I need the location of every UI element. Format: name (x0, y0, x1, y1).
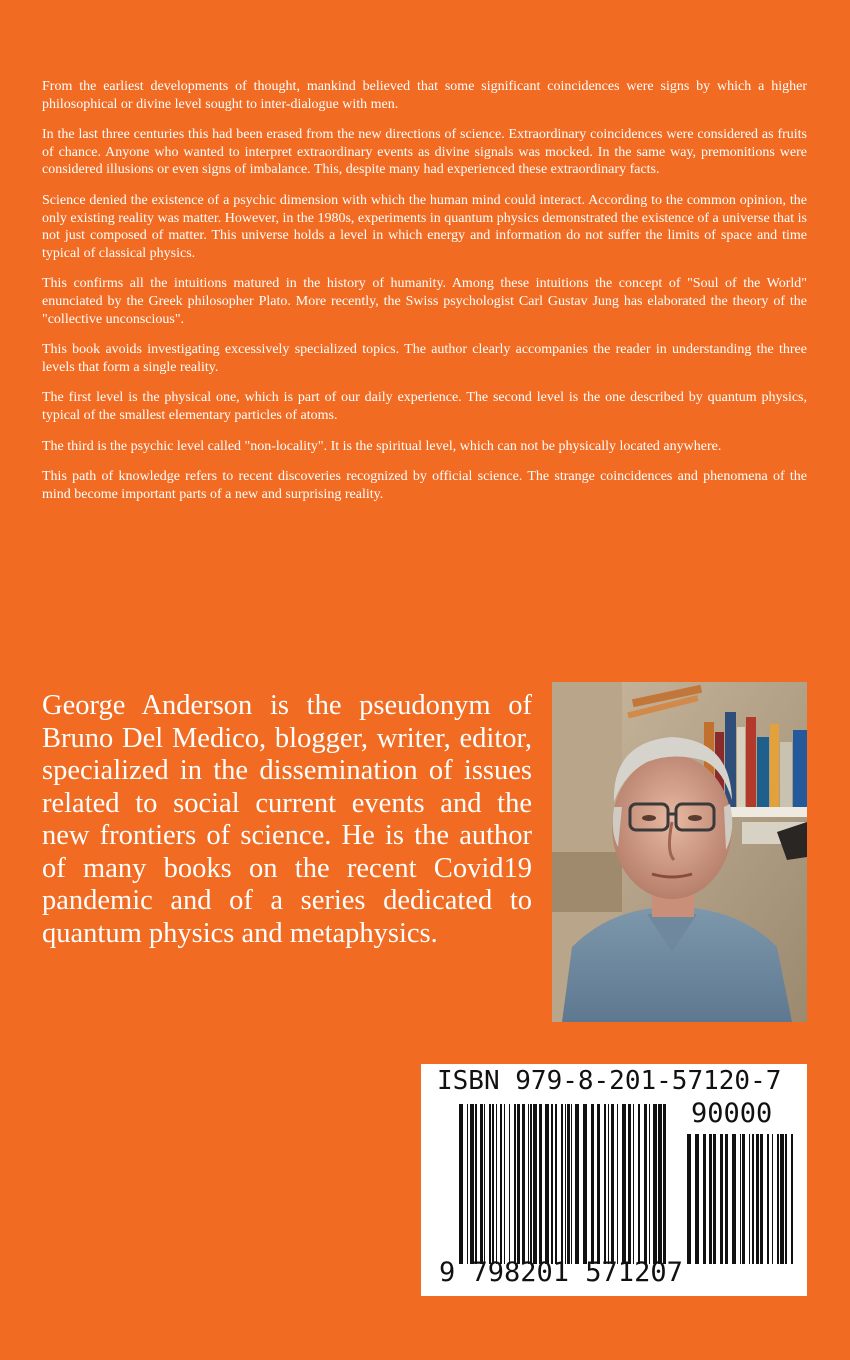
barcode-bar (517, 1104, 520, 1264)
barcode-bar (713, 1134, 716, 1264)
barcode-bar (703, 1134, 706, 1264)
author-portrait-image (552, 682, 807, 1022)
blurb-paragraph: This confirms all the intuitions matured in the history of humanity. Among these intuitions the concept of "Soul of the World" enunciated by the Greek philosopher Plato. More recently, the Swiss psychologist Carl Gustav Jung has elaborated the theory of the "collective unconscious". (42, 276, 807, 327)
barcode-addon-number: 90000 (691, 1098, 773, 1129)
blurb-paragraph: This path of knowledge refers to recent discoveries recognized by official science. The strange coincidences and phenomena of the mind become important parts of a new and surprising reality. (42, 469, 807, 502)
barcode-bar (653, 1104, 657, 1264)
barcode-bar (597, 1104, 600, 1264)
barcode-bar (649, 1104, 650, 1264)
barcode-bar (772, 1134, 773, 1264)
blurb-paragraph: Science denied the existence of a psychic dimension with which the human mind could interact. According to the common opinion, the only existing reality was matter. However, in the 1980s, experiments in quantum physics demonstrated the existence of a universe that is not just composed of matter. This universe holds a level in which energy and information do not suffer the limits of space and time typical of classical physics. (42, 192, 807, 261)
blurb-paragraph: In the last three centuries this had been erased from the new directions of science. Extraordinary coincidences were considered as fruits of chance. Anyone who wanted to interpret extraordinary events as divine signals was mocked. In the same way, premonitions were considered illusions or even signs of imbalance. This, despite many had experienced these extraordinary facts. (42, 127, 807, 178)
barcode-bar (658, 1104, 662, 1264)
barcode-bar (475, 1104, 477, 1264)
blurb-paragraph: The third is the psychic level called "non-locality". It is the spiritual level, which can not be physically located anywhere. (42, 438, 722, 454)
barcode-bar (767, 1134, 769, 1264)
barcode-bar (709, 1134, 712, 1264)
barcode-bar (611, 1104, 614, 1264)
barcode-bar (604, 1104, 606, 1264)
barcode-bar (622, 1104, 626, 1264)
barcode-bar (561, 1104, 563, 1264)
barcode-bar (742, 1134, 745, 1264)
barcode-bar (617, 1104, 618, 1264)
barcode-bar (575, 1104, 579, 1264)
barcode-bar (638, 1104, 640, 1264)
barcode-bar (467, 1104, 468, 1264)
barcode-bar (725, 1134, 728, 1264)
barcode-bar (760, 1134, 763, 1264)
barcode-bar (470, 1104, 474, 1264)
barcode-bar (480, 1104, 483, 1264)
barcode-bar (539, 1104, 542, 1264)
barcode-bar (749, 1134, 750, 1264)
barcode-bar (459, 1104, 463, 1264)
barcode-bar (663, 1104, 666, 1264)
barcode-bar (567, 1104, 570, 1264)
barcode-digits: 9 798201 571207 (439, 1257, 683, 1288)
barcode-bar (500, 1104, 502, 1264)
barcode-bar (720, 1134, 723, 1264)
barcode-bar (591, 1104, 594, 1264)
blurb-paragraph: The first level is the physical one, which is part of our daily experience. The second level is the one described by quantum physics, typical of the smallest elementary particles of atoms. (42, 390, 807, 423)
barcode-bar (545, 1104, 549, 1264)
author-photo (552, 682, 807, 1022)
barcode-bar (492, 1104, 494, 1264)
barcode-bar (514, 1104, 516, 1264)
barcode-bar (644, 1104, 647, 1264)
barcode-bar (489, 1104, 491, 1264)
barcode-bar (533, 1104, 537, 1264)
barcode-bar (496, 1104, 497, 1264)
barcode-bar (628, 1104, 631, 1264)
barcode-bar (695, 1134, 699, 1264)
blurb-paragraph: This book avoids investigating excessively specialized topics. The author clearly accompanies the reader in understanding the three levels that form a single reality. (42, 342, 807, 375)
author-bio: George Anderson is the pseudonym of Bruno Del Medico, blogger, writer, editor, specialized in the dissemination of issues related to social current events and the new frontiers of science. He is the author of many books on the recent Covid19 pandemic and of a series dedicated to quantum physics and metaphysics. (42, 690, 532, 949)
barcode-bar (608, 1104, 609, 1264)
barcode-bar (791, 1134, 793, 1264)
barcode-bar (780, 1134, 784, 1264)
isbn-label: ISBN 979-8-201-57120-7 (437, 1066, 782, 1096)
barcode-bar (571, 1104, 572, 1264)
blurb-paragraph: From the earliest developments of thought, mankind believed that some significant coincidences were signs by which a higher philosophical or divine level sought to inter-dialogue with men. (42, 79, 807, 112)
barcode-bar (583, 1104, 587, 1264)
barcode-bar (504, 1104, 505, 1264)
barcode-bar (528, 1104, 529, 1264)
barcode-bar (777, 1134, 779, 1264)
barcode-bar (785, 1134, 787, 1264)
barcode-bar (551, 1104, 553, 1264)
barcode-bar (484, 1104, 485, 1264)
barcode-bar (522, 1104, 525, 1264)
barcode-bar (530, 1104, 532, 1264)
barcode-bar (509, 1104, 510, 1264)
barcode-bar (752, 1134, 754, 1264)
back-cover-blurb (42, 78, 807, 516)
barcode-bar (687, 1134, 691, 1264)
barcode-bar (756, 1134, 759, 1264)
barcode-bar (732, 1134, 736, 1264)
barcode-bar (565, 1104, 566, 1264)
isbn-barcode (421, 1064, 807, 1296)
barcode-bar (633, 1104, 634, 1264)
barcode-bar (740, 1134, 741, 1264)
barcode-bar (555, 1104, 557, 1264)
